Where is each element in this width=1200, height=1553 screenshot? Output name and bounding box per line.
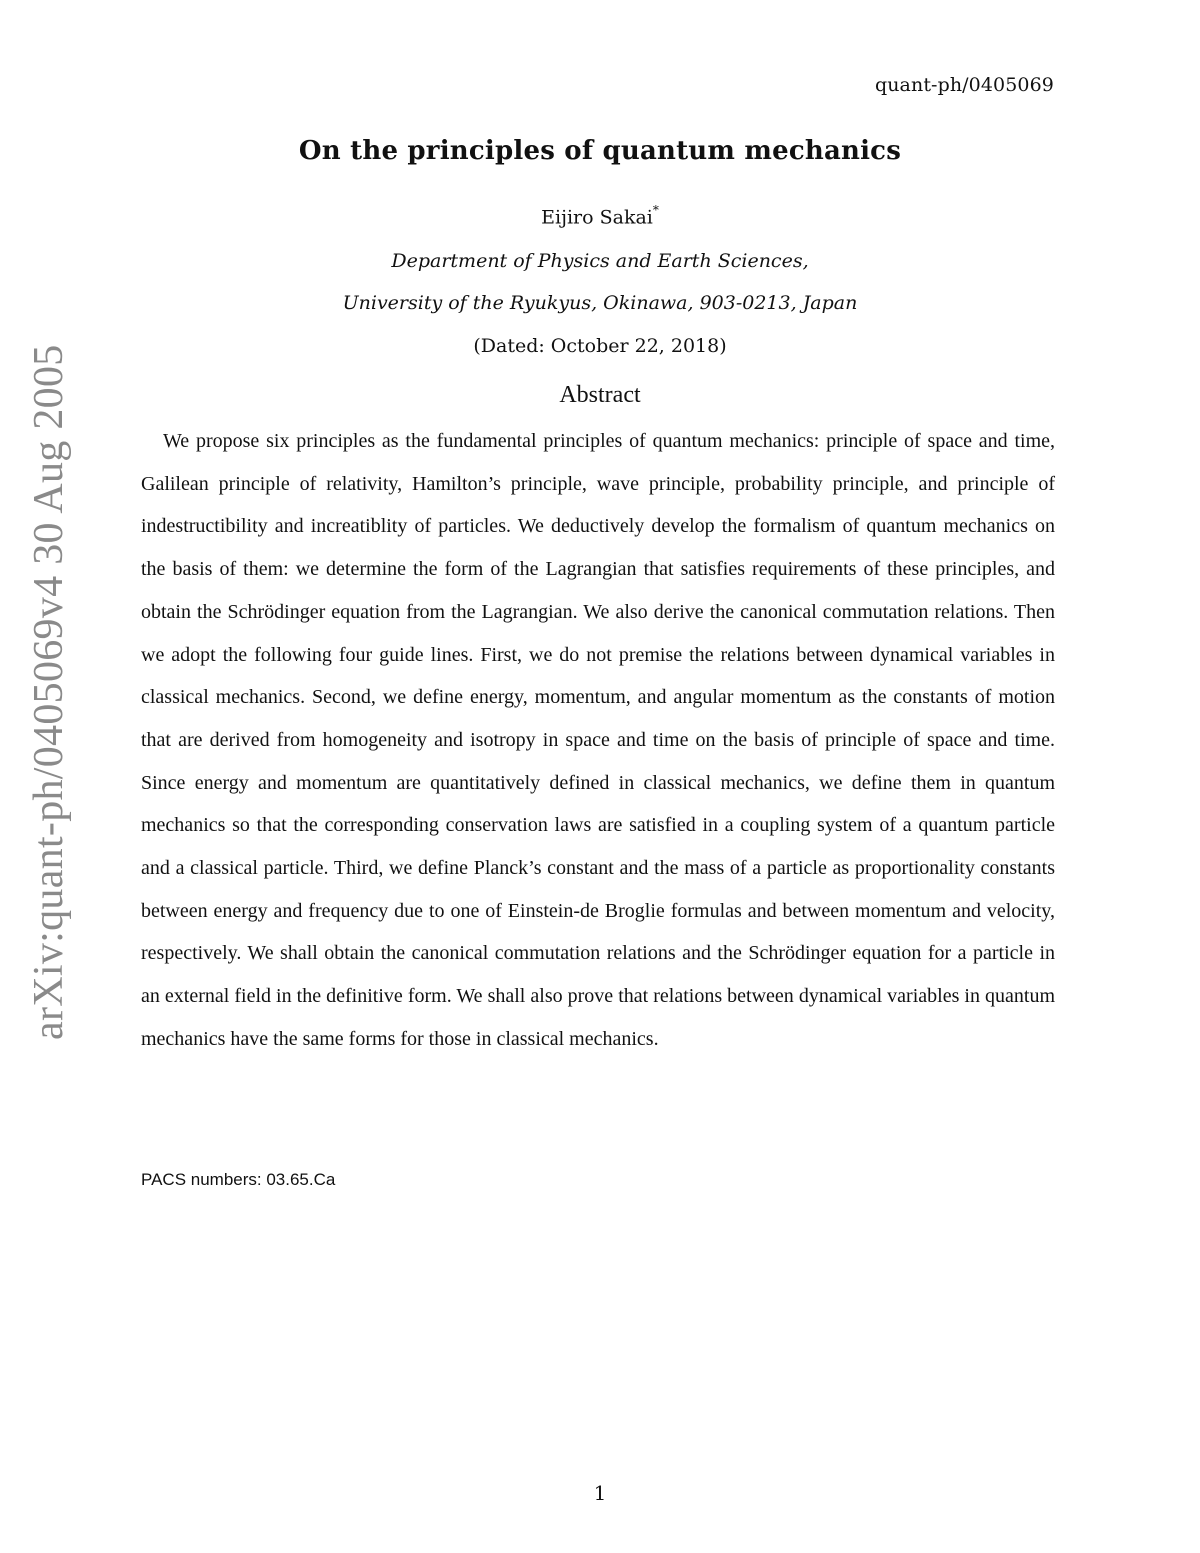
affiliation-university: University of the Ryukyus, Okinawa, 903-0213, Japan: [342, 292, 858, 314]
abstract-heading: Abstract: [559, 382, 641, 408]
date-line: (Dated: October 22, 2018): [473, 335, 727, 357]
affiliation-department: Department of Physics and Earth Sciences,: [391, 250, 809, 272]
paper-title: On the principles of quantum mechanics: [298, 136, 902, 166]
report-number: quant-ph/0405069: [874, 74, 1054, 96]
arxiv-identifier-stamp: arXiv:quant-ph/0405069v4 30 Aug 2005: [26, 344, 72, 1040]
abstract-body: We propose six principles as the fundamental principles of quantum mechanics: principle of space and time, Galilean principle of relativity, Hamilton’s principle, wave principle, probability principle, and principle of indestructibility and increatiblity of particles. We deductively develop the formalism of quantum mechanics on the basis of them: we determine the form of the Lagrangian that satisfies requirements of these principles, and obtain the Schrödinger equation from the Lagrangian. We also derive the canonical commutation relations. Then we adopt the following four guide lines. First, we do not premise the relations between dynamical variables in classical mechanics. Second, we define energy, momentum, and angular momentum as the constants of motion that are derived from homogeneity and isotropy in space and time on the basis of principle of space and time. Since energy and momentum are quantitatively defined in classical mechanics, we define them in quantum mechanics so that the corresponding conservation laws are satisfied in a coupling system of a quantum particle and a classical particle. Third, we define Planck’s constant and the mass of a particle as proportionality constants between energy and frequency due to one of Einstein-de Broglie formulas and between momentum and velocity, respectively. We shall obtain the canonical commutation relations and the Schrödinger equation for a particle in an external field in the definitive form. We shall also prove that relations between dynamical variables in quantum mechanics have the same forms for those in classical mechanics.: [141, 430, 1055, 1050]
page-number: 1: [593, 1481, 607, 1505]
author-name: Eijiro Sakai: [541, 206, 653, 229]
pacs-numbers: PACS numbers: 03.65.Ca: [141, 1170, 336, 1189]
author-footnote-mark: *: [652, 203, 659, 217]
author-line: [0, 205, 1200, 228]
